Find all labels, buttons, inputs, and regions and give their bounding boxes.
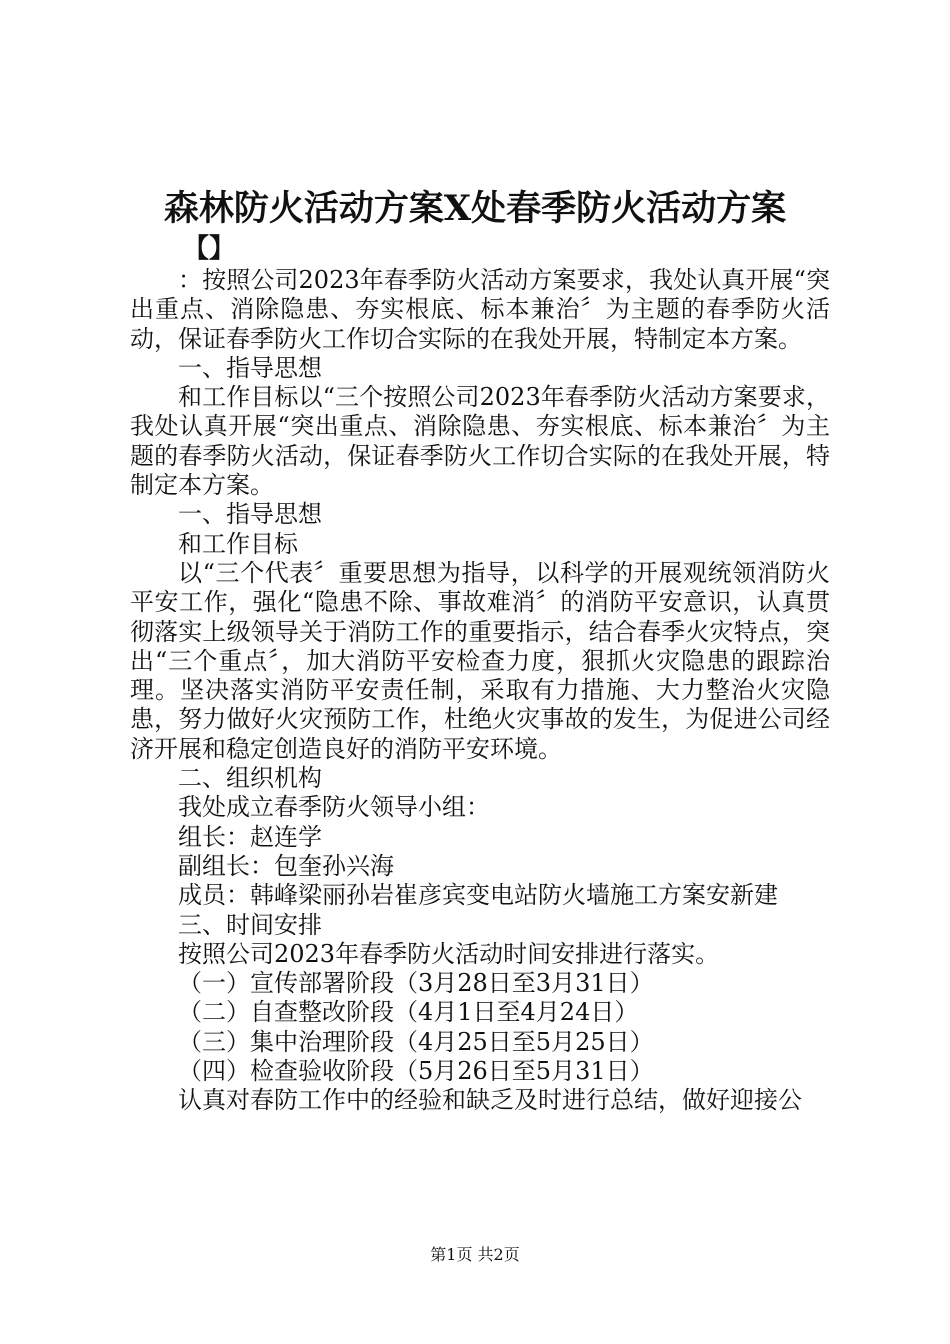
heading-schedule: 三、时间安排: [178, 910, 322, 939]
paragraph-members: 成员：韩峰梁丽孙岩崔彦宾变电站防火墙施工方案安新建: [178, 881, 778, 910]
heading-organization: 二、组织机构: [178, 764, 322, 793]
schedule-item-1: （一）宣传部署阶段（3月28日至3月31日）: [178, 969, 654, 998]
heading-guiding-ideology: 一、指导思想: [178, 353, 322, 382]
schedule-item-4: （四）检查验收阶段（5月26日至5月31日）: [178, 1057, 654, 1086]
title-bracket: 【】: [183, 234, 236, 264]
paragraph-work-goal-repeat: 和工作目标以“三个按照公司2023年春季防火活动方案要求，我处认真开展“突出重点、消除隐患、夯实根底、标本兼治〞为主题的春季防火活动，保证春季防火工作切合实际的在我处开展，特制定本方案。: [130, 383, 830, 500]
schedule-item-3: （三）集中治理阶段（4月25日至5月25日）: [178, 1027, 654, 1056]
paragraph-deputy-leader: 副组长：包奎孙兴海: [178, 851, 394, 880]
heading-work-goal: 和工作目标: [178, 529, 298, 558]
schedule-item-2: （二）自查整改阶段（4月1日至4月24日）: [178, 998, 639, 1027]
paragraph-intro: ：按照公司2023年春季防火活动方案要求，我处认真开展“突出重点、消除隐患、夯实根底、标本兼治〞为主题的春季防火活动，保证春季防火工作切合实际的在我处开展，特制定本方案。: [130, 266, 830, 353]
paragraph-group-leader: 组长：赵连学: [178, 822, 322, 851]
paragraph-schedule-intro: 按照公司2023年春季防火活动时间安排进行落实。: [178, 939, 720, 968]
page-footer: 第1页 共2页: [430, 1245, 520, 1264]
heading-guiding-ideology-2: 一、指导思想: [178, 500, 322, 529]
document-body: [130, 266, 830, 1116]
paragraph-guiding-content: 以“三个代表〞重要思想为指导，以科学的开展观统领消防火平安工作，强化“隐患不除、事故难消〞的消防平安意识，认真贯彻落实上级领导关于消防工作的重要指示，结合春季火灾特点，突出“三个重点〞，加大消防平安检查力度，狠抓火灾隐患的跟踪治理。坚决落实消防平安责任制，采取有力措施、大力整治火灾隐患，努力做好火灾预防工作，杜绝火灾事故的发生，为促进公司经济开展和稳定创造良好的消防平安环境。: [130, 558, 830, 763]
paragraph-leading-group: 我处成立春季防火领导小组：: [178, 793, 490, 822]
document-title: 森林防火活动方案X处春季防火活动方案: [163, 188, 787, 229]
paragraph-summary: 认真对春防工作中的经验和缺乏及时进行总结，做好迎接公: [178, 1086, 802, 1115]
